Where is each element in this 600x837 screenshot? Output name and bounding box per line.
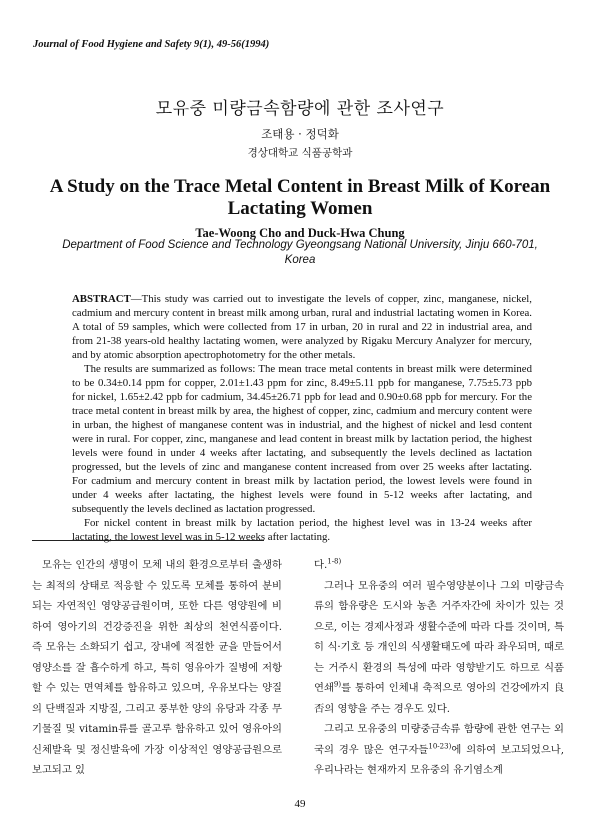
english-title: A Study on the Trace Metal Content in Breast Milk of Korean Lactating Women (49, 176, 551, 219)
body-text: 에 의하여 보고되었으나, 우리나라는 현재까지 모유중의 유기염소계 (314, 743, 564, 776)
body-text: 다. (314, 559, 328, 571)
journal-citation: Journal of Food Hygiene and Safety 9(1), 49-56(1994) (33, 39, 270, 50)
korean-authors: 조태용 · 정덕화 (261, 127, 339, 141)
body-text: 를 통하여 인체내 축적으로 영아의 건강에까지 良否의 영향을 주는 경우도 있다. (314, 682, 564, 715)
body-text: 그리고 모유중의 미량중금속류 함량에 관한 연구는 외국의 경우 많은 연구자들 (314, 723, 564, 756)
abstract-text: —This study was carried out to investigate the levels of copper, zinc, manganese, nickel, cadmium and mercury content in breast milk among urban, rural and industrial lactating women in Korea. A total of 59 samples, which were collected from 17 in urban, 20 in rural and 22 in industrial area, and from 21-38 years-old healthy lactating women, were analyzed by Rigaku Mercury Analyzer for mercury, and by atomic absorption apectrophotometry for the other metals. (72, 293, 532, 361)
body-paragraph (314, 719, 564, 781)
body-column-right (314, 555, 564, 781)
reference-superscript: 1-8) (327, 557, 342, 566)
english-authors: Tae-Woong Cho and Duck-Hwa Chung (195, 226, 405, 240)
page-number: 49 (294, 798, 306, 810)
body-column-left (32, 555, 282, 781)
body-paragraph (314, 576, 564, 720)
abstract-paragraph (72, 292, 532, 362)
section-divider (32, 540, 264, 541)
abstract-paragraph: The results are summarized as follows: The mean trace metal contents in breast milk were determined to be 0.34±0.14 ppm for copper, 2.01±1.43 ppm for zinc, 8.49±5.11 ppb for manganese, 7.75±5.73 ppb for nickel, 1.65±2.42 ppb for cadmium, 34.45±26.71 ppb for lead and 0.90±0.68 ppb for mercury. For the trace metal content in breast milk by area, the highest of copper, zinc, cadmium and mercury content were in urban, the highest of manganese content was in industrial, and the highest of nickel and lesd content were in rural. For copper, zinc, manganese and lead content in breast milk by lactation period, the highest levels were found in under 4 weeks after lactating, and subsequently the levels declined as lactation progressed, but the levels of zinc and manganese content increased from over 25 weeks after lactating. For cadmium and mercury content in breast milk by lactation period, the lowest levels were found in under 4 weeks after lactating, the highest levels were found in 5-12 weeks after lactating, and subsequently the levels declined as lactation progressed. (72, 363, 532, 515)
body-text: 그러나 모유중의 여러 필수영양분이나 그외 미량금속류의 함유량은 도시와 농촌 거주자간에 차이가 있는 것으로, 이는 경제사정과 생활수준에 따라 다를 것이며, 특히 식·기호 등 개인의 식생활태도에 따라 좌우되며, 때로는 거주시 환경의 특성에 따라 영향받기도 하므로 식품연쇄 (314, 579, 564, 694)
abstract-paragraph: For nickel content in breast milk by lactation period, the highest level was in 13-24 weeks after lactating, the lowest level was in 5-12 weeks after lactating. (72, 517, 532, 543)
english-affiliation: Department of Food Science and Technology Gyeongsang National University, Jinju 660-701, Korea (62, 239, 538, 266)
korean-affiliation: 경상대학교 식품공학과 (247, 147, 353, 159)
korean-title: 모유중 미량금속함량에 관한 조사연구 (155, 99, 445, 119)
reference-superscript: 9) (333, 680, 342, 689)
abstract (72, 292, 532, 544)
abstract-label: ABSTRACT (72, 293, 131, 305)
body-paragraph: 모유는 인간의 생명이 모체 내의 환경으로부터 출생하는 최적의 상태로 적응할 수 있도록 모체를 통하여 분비되는 자연적인 영양공급원이며, 또한 다른 영양원에 비하여 영아기의 건강증진을 위한 최상의 천연식품이다. 즉 모유는 소화되기 쉽고, 장내에 적절한 균을 만들어서 영양소를 잘 흡수하게 하고, 특히 영유아가 질병에 저항할 수 있는 면역체를 함유하고 있으며, 우유보다는 양질의 단백질과 지방질, 그리고 풍부한 양의 유당과 각종 무기물질 및 vitamin류를 골고루 함유하고 있어 영유아의 신체발육 및 정신발육에 가장 이상적인 영양공급원으로 보고되고 있 (32, 559, 282, 776)
body-paragraph (314, 555, 564, 576)
reference-superscript: 10-23) (428, 742, 452, 751)
